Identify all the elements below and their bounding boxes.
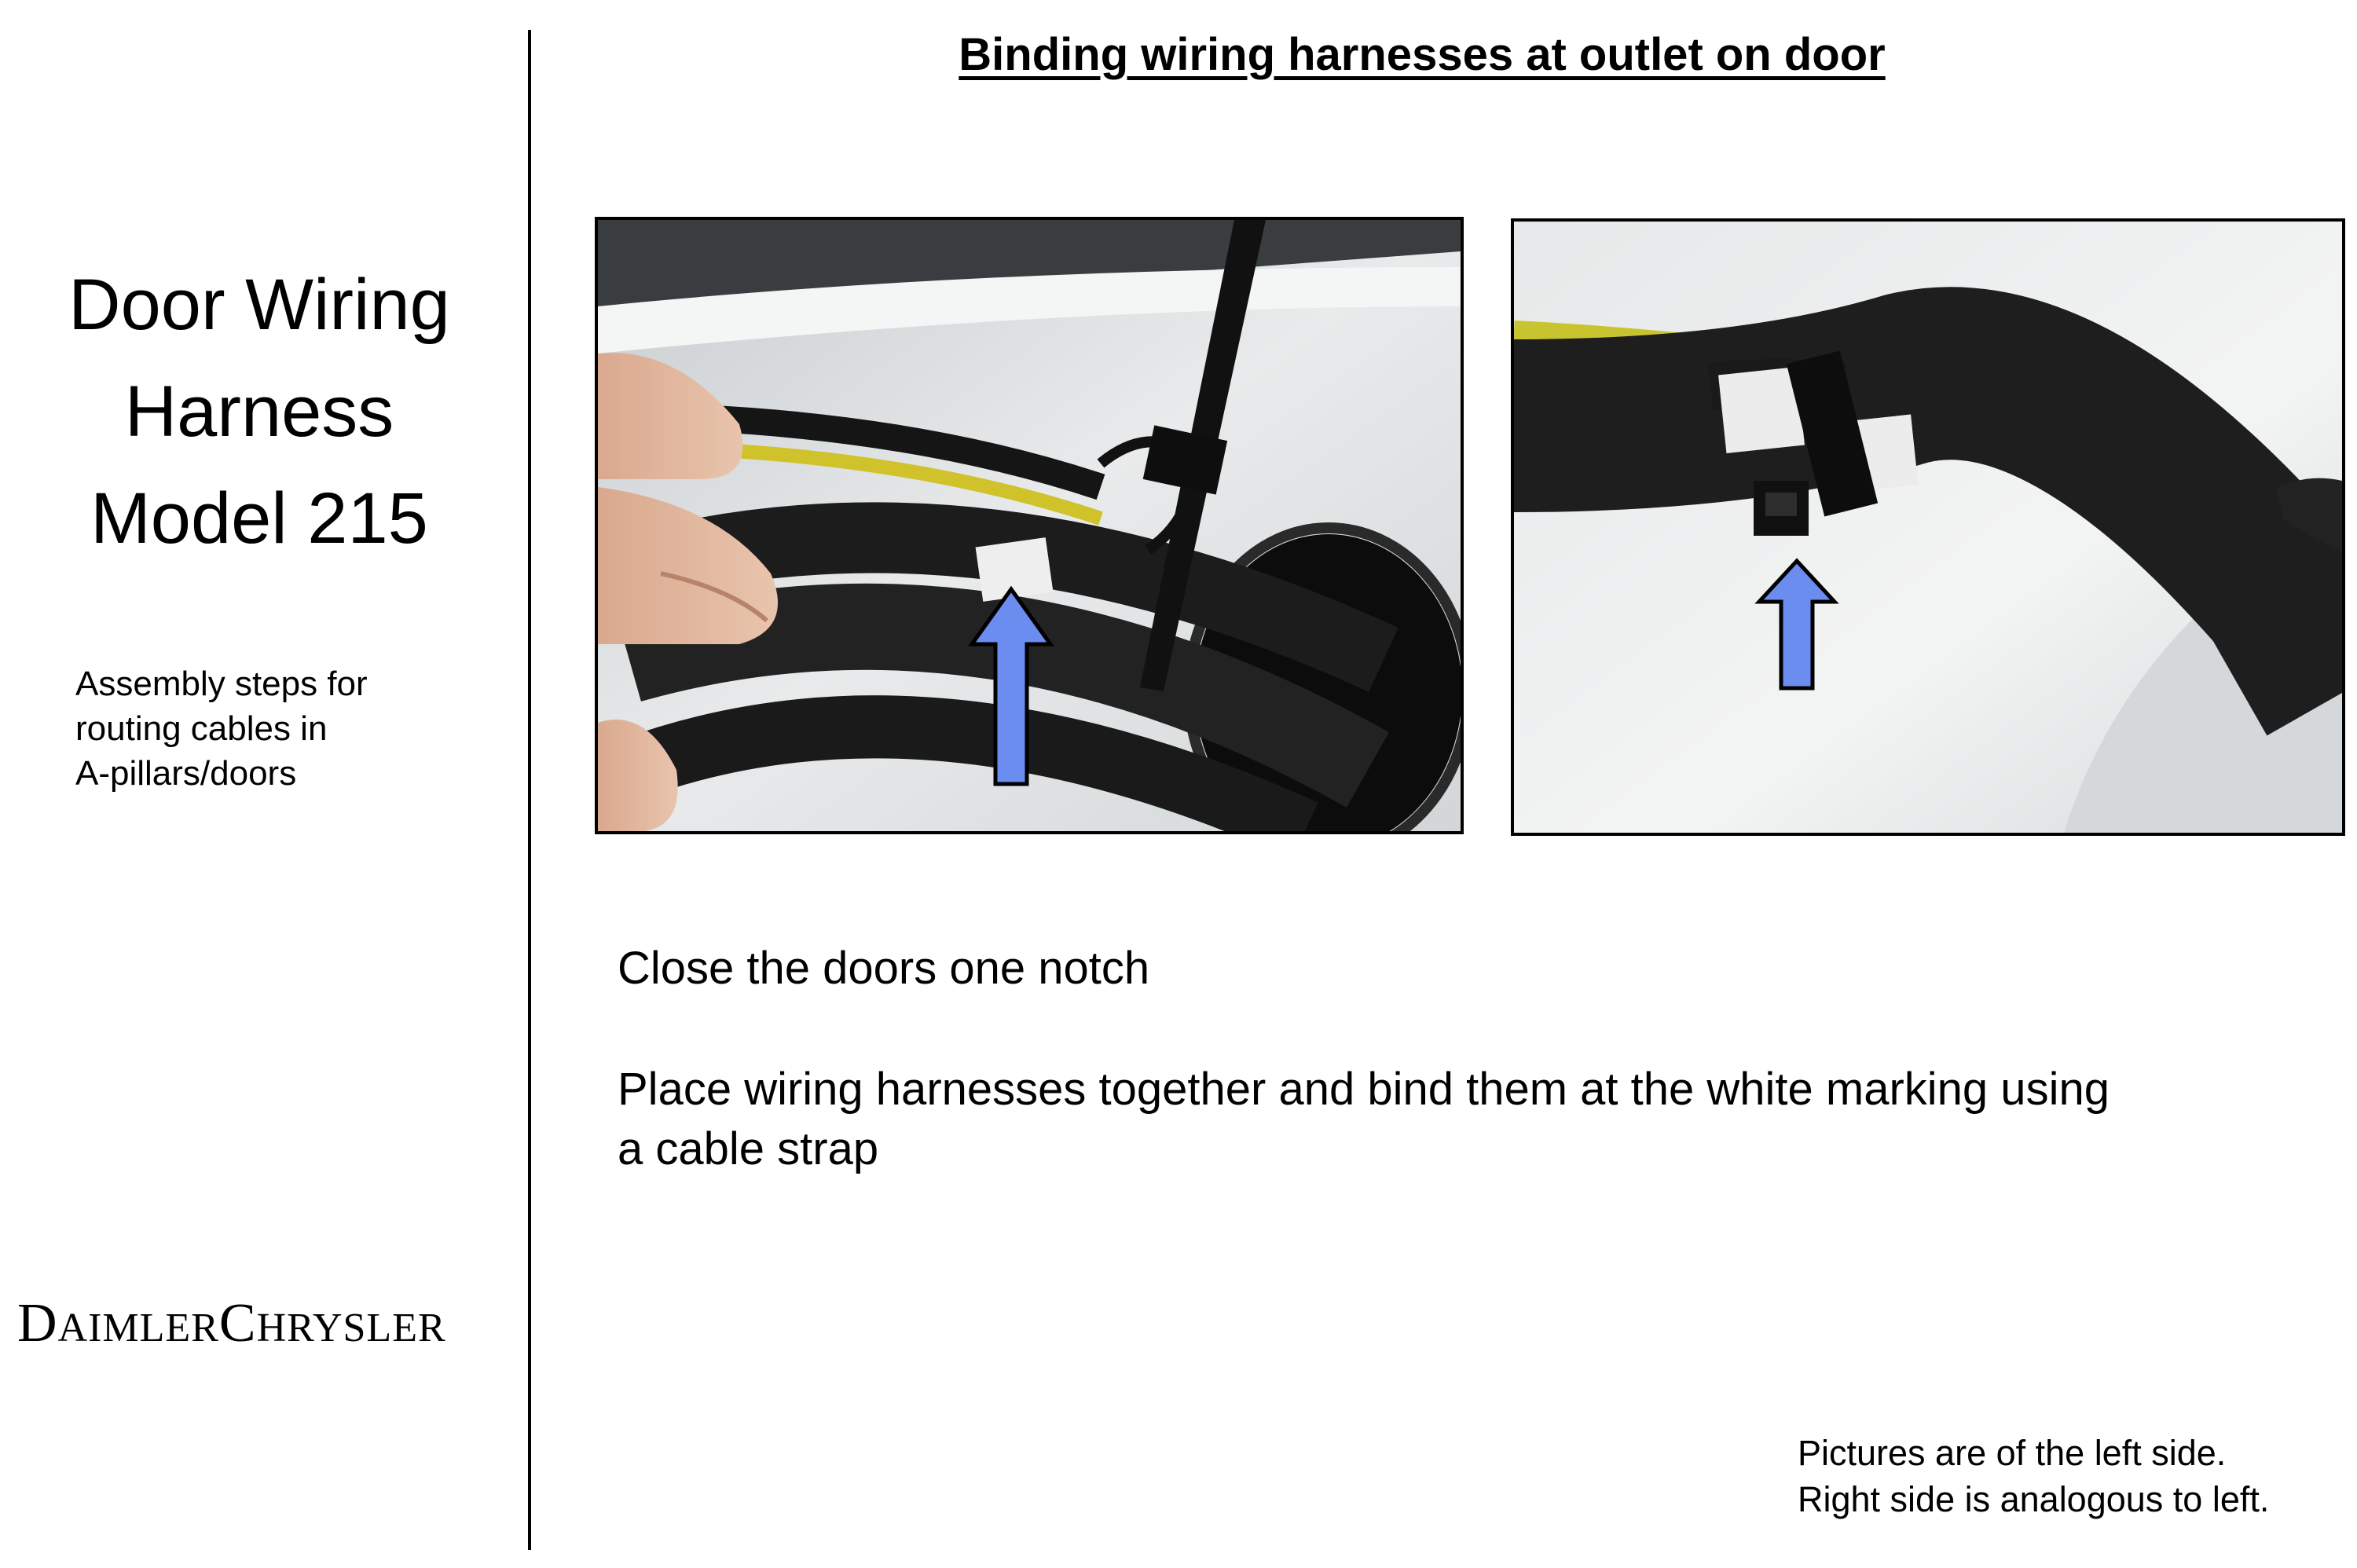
subtitle-line: A-pillars/doors [75, 754, 297, 793]
footnote [1798, 1430, 2332, 1522]
instructions [618, 939, 2110, 1240]
slide-title: Binding wiring harnesses at outlet on door [959, 29, 1886, 80]
subtitle-line: routing cables in [75, 709, 328, 748]
sidebar [0, 0, 530, 1568]
harness-photo-right [1514, 222, 2342, 833]
instruction-step: Place wiring harnesses together and bind them at the white marking using a cable strap [618, 1064, 2110, 1174]
left-photo [595, 217, 1464, 834]
daimlerchrysler-logo: DAIMLERCHRYSLER [17, 1293, 446, 1354]
harness-photo-left [598, 220, 1461, 831]
title-line: Model 215 [90, 478, 428, 559]
footnote-line: Right side is analogous to left. [1798, 1479, 2270, 1519]
vertical-divider [528, 30, 531, 1550]
document-subtitle [75, 661, 484, 796]
instruction-step: Close the doors one notch [618, 943, 1150, 994]
footnote-line: Pictures are of the left side. [1798, 1433, 2227, 1473]
title-line: Door Wiring [68, 265, 450, 345]
title-line: Harness [124, 372, 394, 452]
right-photo [1511, 218, 2345, 836]
document-title [0, 251, 519, 572]
subtitle-line: Assembly steps for [75, 665, 368, 703]
